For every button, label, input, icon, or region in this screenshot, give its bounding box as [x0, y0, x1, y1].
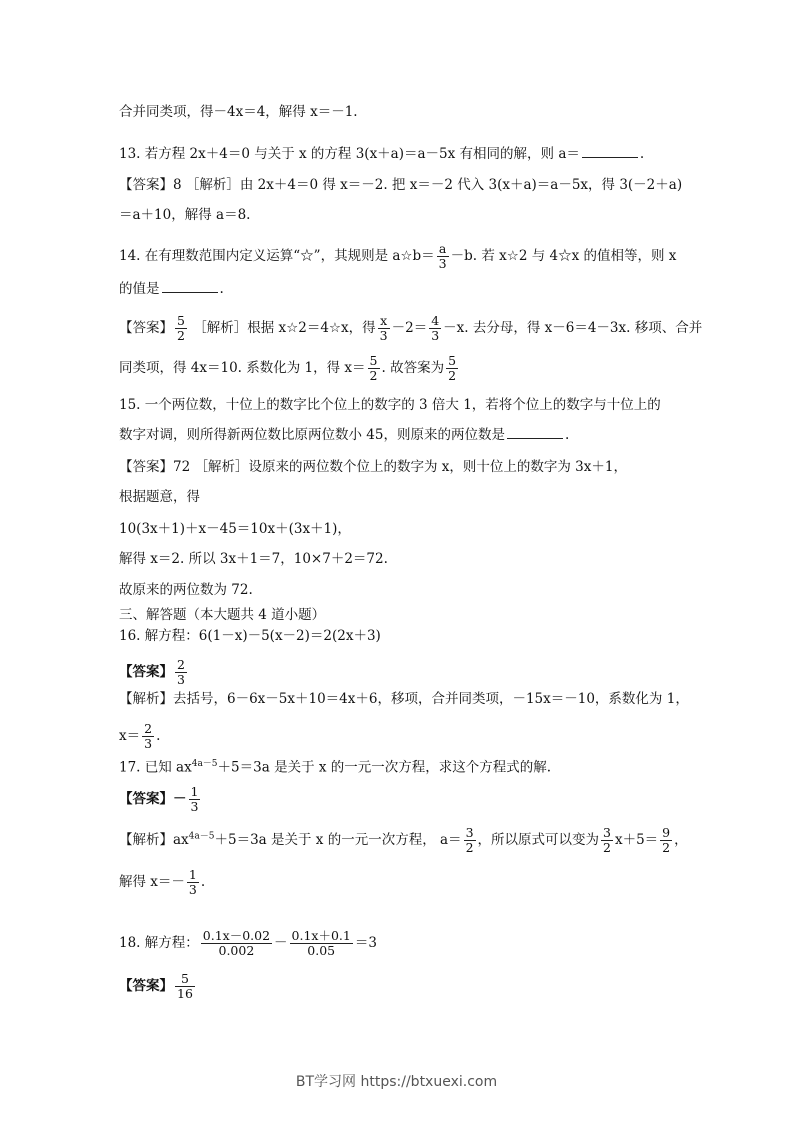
solution-16-line2: x＝ $\frac{2}{3}$ . [119, 721, 161, 751]
text-line: 合并同类项，得－4x＝4，解得 x＝－1. [119, 104, 358, 120]
footer-watermark: BT学习网 https://btxuexi.com [295, 1074, 498, 1090]
fraction: $\frac{x}{3}$ [379, 313, 388, 343]
fraction: $\frac{5}{16}$ [177, 971, 193, 1001]
answer-13-line2: ＝a＋10，解得 a＝8. [119, 207, 251, 223]
question-16: 16. 解方程：6(1－x)－5(x－2)＝2(2x＋3) [119, 628, 381, 644]
fraction: $\frac{0.1x+0.1}{0.05}$ [291, 928, 351, 958]
fraction: $\frac{2}{3}$ [144, 721, 153, 751]
question-14-line1: 14. 在有理数范围内定义运算“☆”，其规则是 a☆b＝ $\frac{a}{3}$ －b. 若 x☆2 与 4☆x 的值相等，则 x [119, 241, 677, 271]
fraction: $\frac{5}{2}$ [177, 313, 185, 343]
answer-15-line1: 【答案】72 ［解析］设原来的两位数个位上的数字为 x，则十位上的数字为 3x＋1， [119, 459, 627, 475]
answer-17: 【答案】－ $\frac{1}{3}$ [119, 784, 199, 814]
question-13: 13. 若方程 2x＋4＝0 与关于 x 的方程 3(x＋a)＝a－5x 有相同的解，则 a＝ . [119, 146, 645, 162]
answer-15-line4: 解得 x＝2. 所以 3x＋1＝7，10×7＋2＝72. [119, 551, 388, 567]
answer-14-line1: 【答案】 $\frac{5}{2}$ ［解析］根据 x☆2＝4☆x，得 $\frac{x}{3}$ －2＝ $\frac{4}{3}$ －x. 去分母，得 x－6＝4－3x. 移项、合并 [119, 313, 703, 343]
solution-17-line2: 解得 x＝－ $\frac{1}{3}$ . [119, 867, 206, 897]
answer-14-line2: 同类项，得 4x＝10. 系数化为 1，得 x＝ $\frac{5}{2}$ . 故答案为 $\frac{5}{2}$ [119, 353, 457, 383]
answer-13-line1: 【答案】8 ［解析］由 2x＋4＝0 得 x＝－2. 把 x＝－2 代入 3(x＋a)＝a－5x，得 3(－2＋a) [119, 177, 683, 193]
fraction: $\frac{2}{3}$ [177, 657, 185, 687]
answer-16: 【答案】 $\frac{2}{3}$ [119, 657, 185, 687]
fraction: $\frac{3}{2}$ [465, 825, 474, 855]
fraction: $\frac{4}{3}$ [431, 313, 440, 343]
fraction: $\frac{a}{3}$ [438, 241, 447, 271]
question-15-line1: 15. 一个两位数，十位上的数字比个位上的数字的 3 倍大 1，若将个位上的数字与十位上的 [119, 397, 661, 413]
answer-15-line3: 10(3x＋1)＋x－45＝10x＋(3x＋1)， [119, 521, 351, 537]
question-17: 17. 已知 $ax^{4a-5}+5=3a$ 是关于 x 的一元一次方程，求这个方程式的解. [119, 759, 552, 776]
answer-15-line2: 根据题意，得 [119, 489, 200, 505]
question-15-line2: 数字对调，则所得新两位数比原两位数小 45，则原来的两位数是 . [119, 427, 570, 443]
answer-15-line5: 故原来的两位数为 72. [119, 582, 253, 598]
question-18: 18. 解方程： $\frac{0.1x-0.02}{0.002}$ － $\frac{0.1x+0.1}{0.05}$ ＝3 [119, 928, 377, 958]
fraction: $\frac{3}{2}$ [603, 825, 611, 855]
solution-16-line1: 【解析】去括号，6－6x－5x＋10＝4x＋6，移项，合并同类项，－15x＝－10，系数化为 1， [119, 691, 689, 707]
answer-blank [507, 426, 563, 439]
answer-blank [582, 145, 638, 158]
fraction: $\frac{5}{2}$ [448, 353, 457, 383]
fraction: $\frac{0.1x-0.02}{0.002}$ [202, 928, 271, 958]
fraction: $\frac{5}{2}$ [369, 353, 378, 383]
fraction: $\frac{9}{2}$ [662, 825, 671, 855]
section-heading: 三、解答题（本大题共 4 道小题） [119, 607, 326, 623]
solution-17-line1: 【解析】$ax^{4a-5}+5=3a$ 是关于 x 的一元一次方程， a＝ $\frac{3}{2}$ ，所以原式可以变为 $\frac{3}{2}$ x＋5＝ $\frac{9}{2}$ ， [119, 825, 688, 855]
answer-18: 【答案】 $\frac{5}{16}$ [119, 971, 193, 1001]
question-14-line2: 的值是 . [119, 281, 224, 297]
fraction: $\frac{1}{3}$ [190, 784, 199, 814]
fraction: $\frac{1}{3}$ [188, 867, 197, 897]
answer-blank [162, 280, 218, 293]
